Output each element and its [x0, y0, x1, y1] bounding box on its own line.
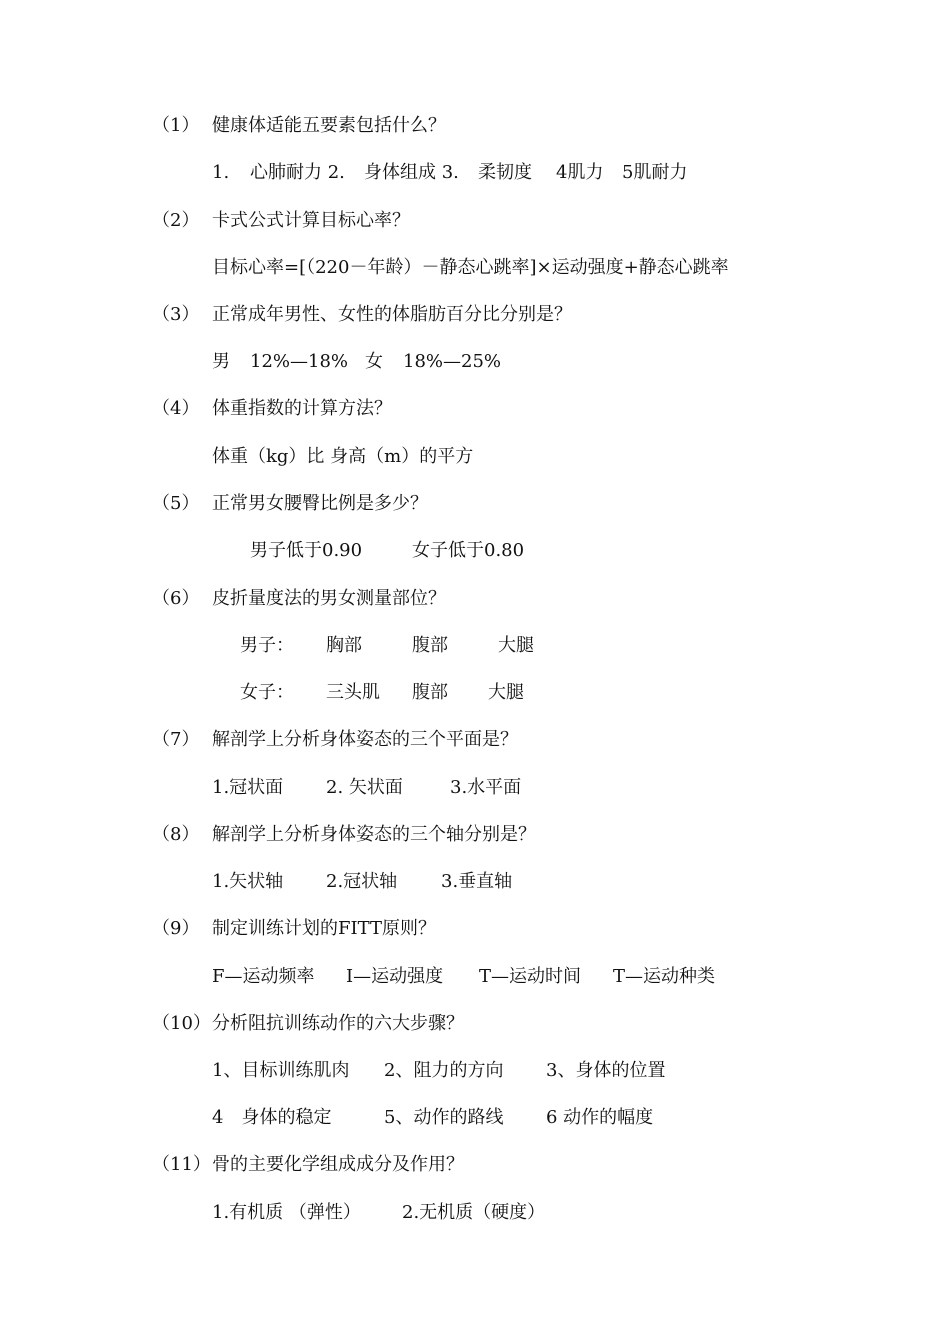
question-number: （4） — [152, 398, 200, 419]
answer-part: 1.有机质 （弹性） — [212, 1202, 361, 1223]
question-text: 卡式公式计算目标心率？ — [212, 210, 410, 231]
question-number: （9） — [152, 918, 200, 939]
answer-part: 18%—25% — [403, 351, 502, 372]
row-label: 女子： — [240, 682, 294, 703]
answer-part: 1.矢状轴 — [212, 871, 284, 892]
question-number: （10） — [152, 1013, 211, 1034]
answer-part: 3、身体的位置 — [546, 1060, 666, 1081]
answer-part: 男 — [212, 351, 230, 372]
question-text: 皮折量度法的男女测量部位？ — [212, 588, 446, 609]
body-site: 大腿 — [498, 635, 534, 656]
answer-part: 12%—18% — [250, 351, 349, 372]
body-site: 三头肌 — [326, 682, 380, 703]
question-text: 解剖学上分析身体姿态的三个轴分别是？ — [212, 824, 536, 845]
answer-part: 3.垂直轴 — [441, 871, 513, 892]
question-number: （11） — [152, 1154, 211, 1175]
answer-part: 柔韧度 — [478, 162, 532, 183]
question-text: 解剖学上分析身体姿态的三个平面是？ — [212, 729, 518, 750]
answer-part: T—运动种类 — [613, 966, 716, 987]
answer-part: 2. 矢状面 — [326, 777, 403, 798]
body-site: 腹部 — [412, 682, 448, 703]
answer-part: 2.冠状轴 — [326, 871, 398, 892]
body-site: 胸部 — [326, 635, 362, 656]
question-text: 分析阻抗训练动作的六大步骤？ — [212, 1013, 464, 1034]
answer-part: 心肺耐力 2. — [250, 162, 345, 183]
answer-part: T—运动时间 — [479, 966, 582, 987]
question-number: （8） — [152, 824, 200, 845]
answer-part: 1.冠状面 — [212, 777, 284, 798]
answer-part: 2、阻力的方向 — [384, 1060, 504, 1081]
question-number: （3） — [152, 304, 200, 325]
question-number: （1） — [152, 115, 200, 136]
question-number: （5） — [152, 493, 200, 514]
answer-part: 3.水平面 — [450, 777, 522, 798]
answer-text: 体重（kg）比 身高（m）的平方 — [212, 446, 474, 467]
question-text: 骨的主要化学组成成分及作用？ — [212, 1154, 464, 1175]
answer-part: 1、目标训练肌肉 — [212, 1060, 350, 1081]
row-label: 男子： — [240, 635, 294, 656]
answer-text: 目标心率=[（220－年龄）－静态心跳率]×运动强度+静态心跳率 — [212, 257, 729, 278]
question-number: （6） — [152, 588, 200, 609]
question-number: （2） — [152, 210, 200, 231]
answer-part: 女 — [365, 351, 383, 372]
answer-part: 2.无机质（硬度） — [402, 1202, 546, 1223]
answer-part: F—运动频率 — [212, 966, 315, 987]
question-text: 制定训练计划的FITT原则？ — [212, 918, 436, 939]
question-number: （7） — [152, 729, 200, 750]
answer-part: 6 动作的幅度 — [546, 1107, 654, 1128]
answer-part: 4 身体的稳定 — [212, 1107, 332, 1128]
question-text: 正常男女腰臀比例是多少？ — [212, 493, 428, 514]
answer-part: 5、动作的路线 — [384, 1107, 504, 1128]
answer-part: 身体组成 3. — [364, 162, 459, 183]
answer-part: 女子低于0.80 — [412, 540, 525, 561]
body-site: 大腿 — [488, 682, 524, 703]
answer-part: 1. — [212, 162, 230, 183]
question-text: 正常成年男性、女性的体脂肪百分比分别是？ — [212, 304, 572, 325]
question-text: 体重指数的计算方法？ — [212, 398, 392, 419]
body-site: 腹部 — [412, 635, 448, 656]
question-text: 健康体适能五要素包括什么？ — [212, 115, 446, 136]
answer-part: 5肌耐力 — [622, 162, 688, 183]
answer-part: 4肌力 — [556, 162, 604, 183]
answer-part: I—运动强度 — [346, 966, 444, 987]
answer-part: 男子低于0.90 — [250, 540, 363, 561]
